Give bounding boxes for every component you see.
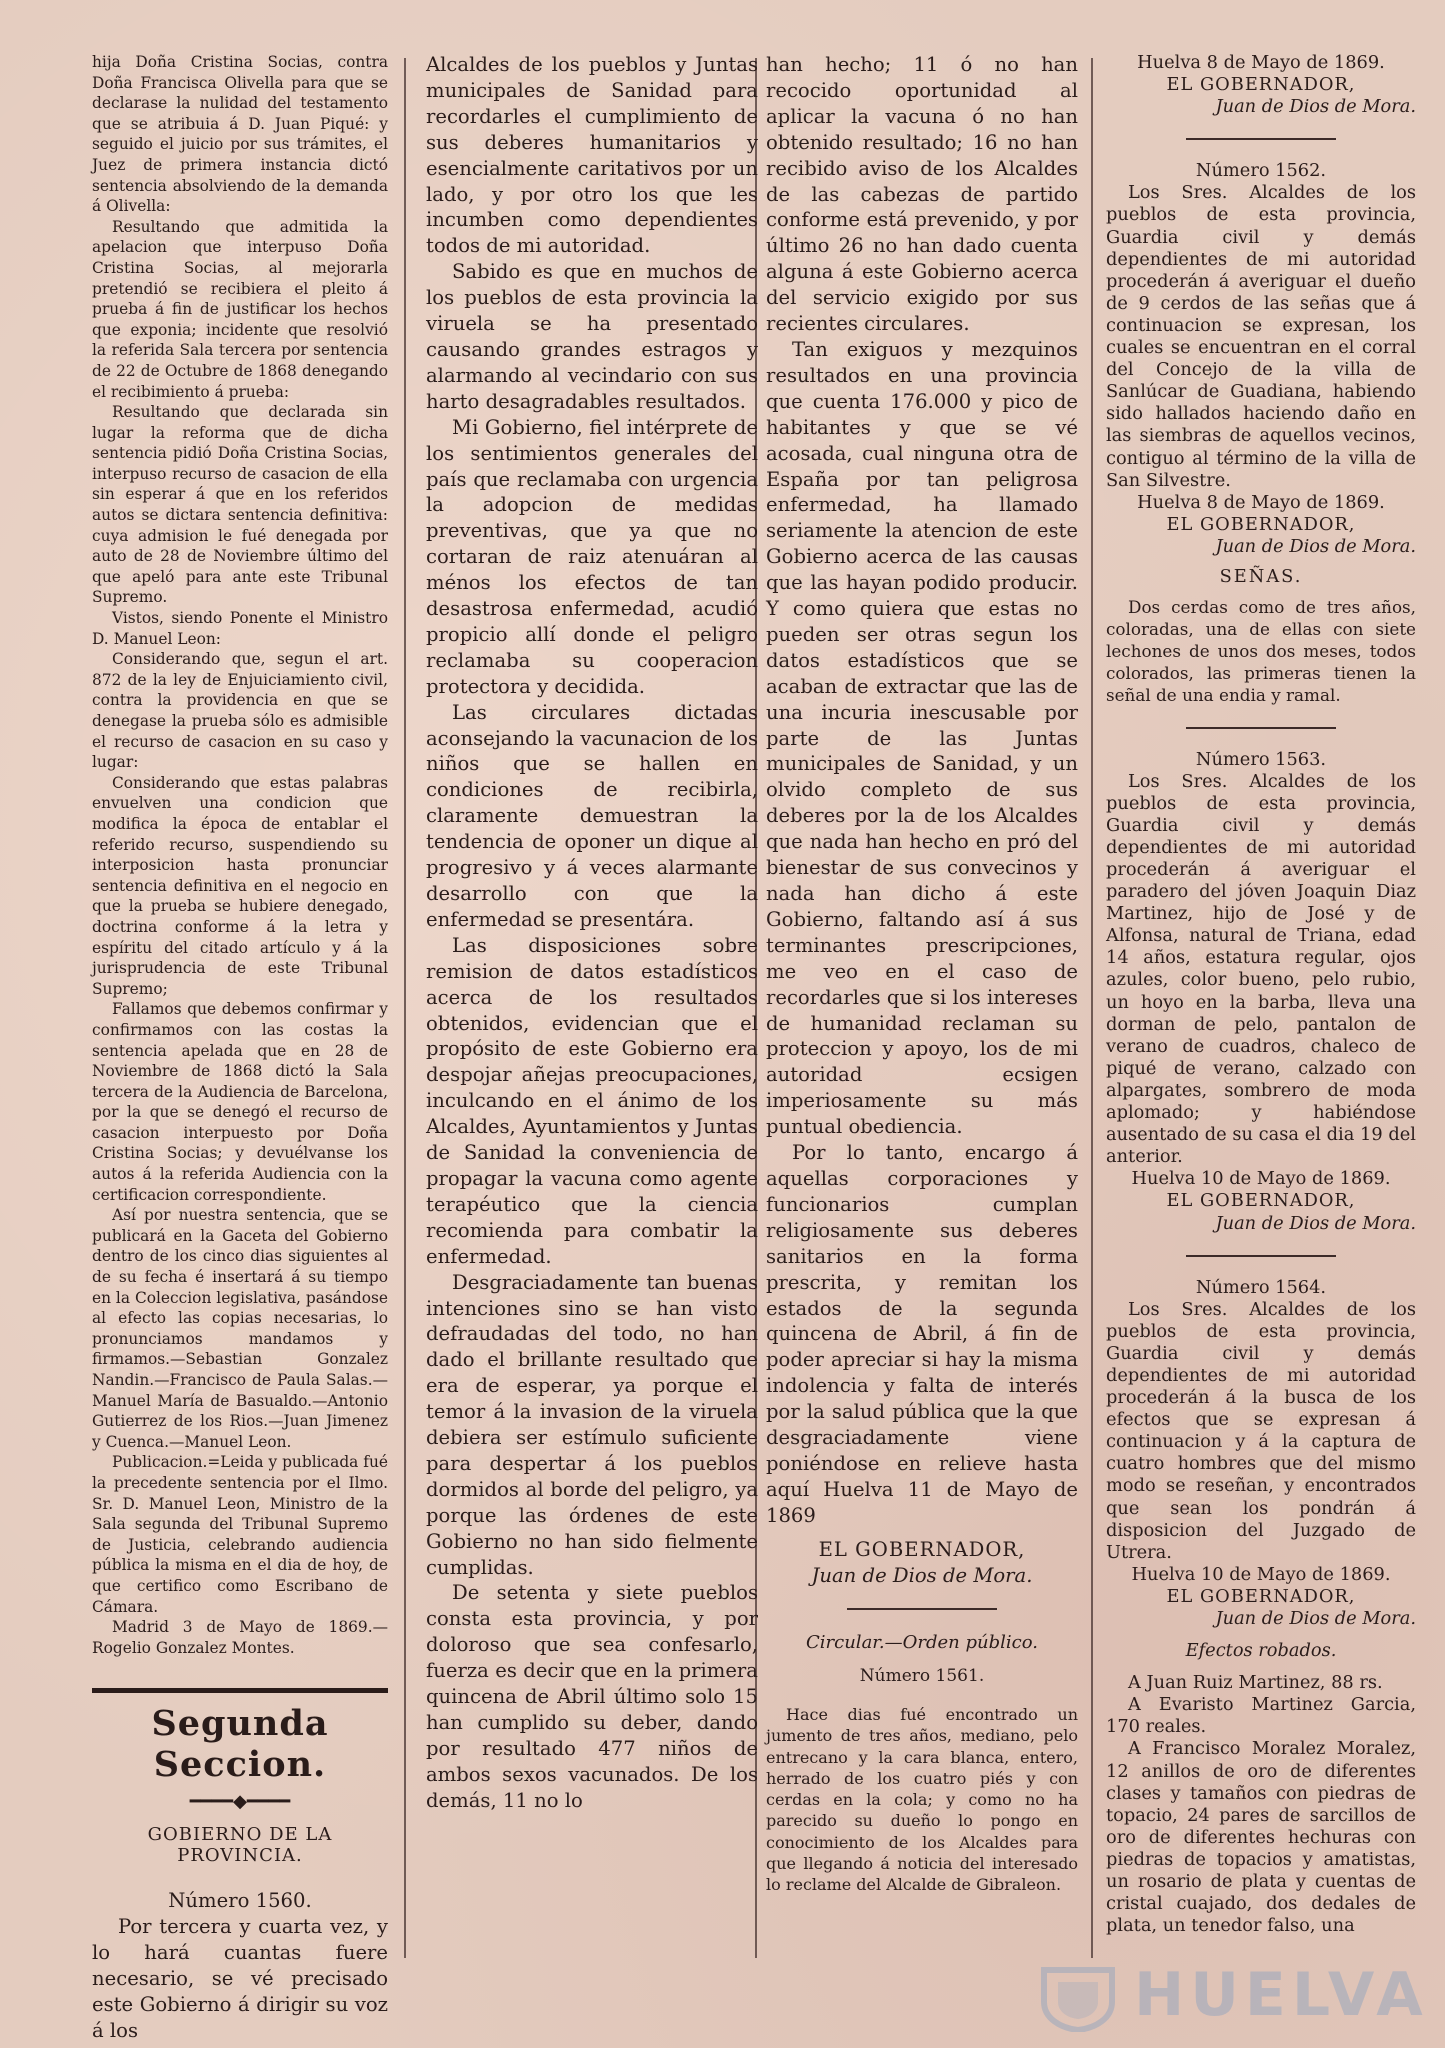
paragraph: De setenta y siete pueblos consta esta provincia, y por doloroso que sea confesarlo, fuerza es decir que en la primera quincena de Abril último solo 15 han cumplido su deber, dando por resultado 477 niños de ambos sexos vacunados. De los demás, 11 no lo: [426, 1581, 758, 1812]
divider: [847, 1608, 997, 1610]
column-rule: [404, 58, 406, 1958]
date-line: Huelva 10 de Mayo de 1869.: [1131, 1168, 1391, 1190]
paragraph: Mi Gobierno, fiel intérprete de los sentimientos generales del país que reclamaba con urgencia la adopcion de medidas preventivas, que ya que no cortaran de raiz atenuáran al ménos los efectos de tan desastrosa enfermedad, acudió propicio allí donde el peligro reclamaba su cooperacion protectora y decidida.: [426, 415, 758, 698]
paragraph: Fallamos que debemos confirmar y confirmamos con las costas la sentencia apelada que en 28 de Noviembre de 1868 dictó la Sala tercera de la Audiencia de Barcelona, por la que se denegó el recurso de casacion interpuesto por Doña Cristina Socias; y devuélvanse los autos á la referida Audiencia con la certificacion correspondiente.: [92, 1000, 388, 1204]
governor-signature: Juan de Dios de Mora.: [1215, 535, 1416, 557]
paragraph: Las circulares dictadas aconsejando la vacunacion de los niños que se hallen en condiciones de recibirla, claramente demuestran la tendencia de oponer un dique al progresivo y á veces alarmante desarrollo con que la enfermedad se presentára.: [426, 700, 758, 931]
paragraph: Los Sres. Alcaldes de los pueblos de esta provincia, Guardia civil y demás dependientes de mi autoridad procederán á averiguar el paradero del jóven Joaquin Diaz Martinez, hijo de José y de Alfonsa, natural de Triana, edad 14 años, estatura regular, ojos azules, color bueno, pelo rubio, un hoyo en la barba, lleva una dorman de pelo, pantalon de verano de cuadros, chaleco de piqué de verano, calzado con alpargates, sombrero de moda aplomado; y habiéndose ausentado de su casa el dia 19 del anterior.: [1106, 770, 1416, 1168]
divider: [1186, 138, 1336, 140]
governor-title: EL GOBERNADOR,: [1166, 74, 1356, 96]
efectos-heading: Efectos robados.: [1185, 1640, 1337, 1662]
governor-title: EL GOBERNADOR,: [1166, 1585, 1356, 1607]
governor-title: EL GOBERNADOR,: [1166, 513, 1356, 535]
ornament-divider: ━━━━◆━━━━: [189, 1791, 291, 1813]
paragraph: Tan exiguos y mezquinos resultados en una provincia que cuenta 176.000 y pico de habitantes y que se vé acosada, cual ninguna otra de España por tan peligrosa enfermedad, ha llamado seriamente la atencion de este Gobierno acerca de las causas que las hayan podido producir. Y como quiera que estas no pueden ser otras segun los datos estadísticos que se acaban de extractar que las de una incuria inescusable por parte de las Juntas municipales de Sanidad, y un olvido completo de sus deberes por la de los Alcaldes que nada han hecho en pró del bienestar de sus convecinos y nada han dicho á este Gobierno, faltando así á sus terminantes prescripciones, me veo en el caso de recordarles que si los intereses de humanidad reclaman su proteccion y apoyo, los de mi autoridad ecsigen imperiosamente su más puntual obediencia.: [766, 337, 1078, 1139]
date-line: Huelva 8 de Mayo de 1869.: [1137, 491, 1385, 513]
senas-heading: SEÑAS.: [1219, 565, 1303, 587]
paragraph: Las disposiciones sobre remision de datos estadísticos acerca de los resultados obtenidos, evidencian que el propósito de este Gobierno era despojar añejas preocupaciones, inculcando en el ánimo de los Alcaldes, Ayuntamientos y Juntas de Sanidad la conveniencia de propagar la vacuna como agente terapéutico que la ciencia recomienda para combatir la enfermedad.: [426, 933, 758, 1268]
notice-number: Número 1561.: [859, 1666, 985, 1687]
governor-signature: Juan de Dios de Mora.: [1215, 1212, 1416, 1234]
section-divider: [92, 1688, 388, 1693]
gobierno-heading: GOBIERNO DE LA PROVINCIA.: [147, 1824, 333, 1867]
divider: [1186, 727, 1336, 729]
governor-signature: Juan de Dios de Mora.: [811, 1563, 1033, 1587]
notice-number: Número 1560.: [168, 1889, 312, 1913]
paragraph: Por tercera y cuarta vez, y lo hará cuantas fuere necesario, se vé precisado este Gobierno á dirigir su voz á los: [92, 1915, 388, 2042]
notice-number: Número 1563.: [1195, 748, 1327, 770]
circular-heading: Circular.—Orden público.: [806, 1632, 1038, 1654]
watermark: [1038, 1950, 1429, 2040]
paragraph: Así por nuestra sentencia, que se publicará en la Gaceta del Gobierno dentro de los cinco dias siguientes al de su fecha é insertará á su tiempo en la Coleccion legislativa, pasándose al efecto las copias necesarias, lo pronunciamos mandamos y firmamos.—Sebastian Gonzalez Nandin.—Francisco de Paula Salas.—Manuel María de Basualdo.—Antonio Gutierrez de los Rios.—Juan Jimenez y Cuenca.—Manuel Leon.: [92, 1206, 388, 1451]
governor-signature: Juan de Dios de Mora.: [1215, 96, 1416, 118]
column-3: [766, 52, 1078, 1895]
paragraph: Sabido es que en muchos de los pueblos de esta provincia la viruela se ha presentado causando grandes estragos y alarmando al vecindario con sus harto desagradables resultados.: [426, 260, 758, 413]
list-item: A Juan Ruiz Martinez, 88 rs.: [1128, 1672, 1383, 1694]
paragraph: hija Doña Cristina Socias, contra Doña Francisca Olivella para que se declarase la nulidad del testamento que se atribuia á D. Juan Piqué: y seguido el juicio por sus trámites, el Juez de primera instancia dictó sentencia absolviendo de la demanda á Olivella:: [92, 53, 388, 216]
column-4: [1106, 52, 1416, 1937]
paragraph: Considerando que, segun el art. 872 de la ley de Enjuiciamiento civil, contra la providencia en que se denegase la prueba sólo es admisible el recurso de casacion en su caso y lugar:: [92, 650, 388, 772]
notice-number: Número 1564.: [1195, 1276, 1327, 1298]
paragraph: Desgraciadamente tan buenas intenciones sino se han visto defraudadas del todo, no han dado el brillante resultado que era de esperar, ya porque el temor á la invasion de la viruela debiera ser estímulo suficiente para despertar á los pueblos dormidos al borde del peligro, ya porque las órdenes de este Gobierno no han sido fielmente cumplidas.: [426, 1270, 758, 1579]
paragraph: Vistos, siendo Ponente el Ministro D. Manuel Leon:: [92, 609, 388, 648]
paragraph: Resultando que declarada sin lugar la reforma que de dicha sentencia pidió Doña Cristina Socias, interpuso recurso de casacion de ella sin esperar á que en los referidos autos se dictara sentencia definitiva: cuya admision le fué denegada por auto de 28 de Noviembre último del que apeló para ante este Tribunal Supremo.: [92, 403, 388, 607]
section-title: Segunda Seccion.: [151, 1703, 329, 1786]
paragraph: Dos cerdas como de tres años, coloradas, una de ellas con siete lechones de unos dos meses, todos colorados, las primeras tienen la señal de una endia y ramal.: [1106, 597, 1416, 706]
paragraph: Hace dias fué encontrado un jumento de tres años, mediano, pelo entrecano y la cara blanca, entero, herrado de los cuatro piés y con cerdas en la cola; y como no ha parecido su dueño lo pongo en conocimiento de los Alcaldes para que llegando á noticia del interesado lo reclame del Alcalde de Gibraleon.: [766, 1705, 1078, 1894]
column-1: [92, 52, 388, 2044]
paragraph: Alcaldes de los pueblos y Juntas municipales de Sanidad para recordarles el cumplimiento de sus deberes humanitarios y esencialmente caritativos por un lado, y por otro los que les incumben como dependientes todos de mi autoridad.: [426, 53, 758, 258]
paragraph: Resultando que admitida la apelacion que interpuso Doña Cristina Socias, al mejorarla pretendió se recibiera el pleito á prueba á fin de justificar los hechos que exponia; incidente que resolvió la referida Sala tercera por sentencia de 22 de Octubre de 1868 denegando el recibimiento á prueba:: [92, 217, 388, 401]
paragraph: han hecho; 11 ó no han recocido oportunidad al aplicar la vacuna ó no han obtenido resultado; 16 no han recibido aviso de los Alcaldes de las cabezas de partido conforme está prevenido, y por último 26 no han dado cuenta alguna á este Gobierno acerca del servicio exigido por sus recientes circulares.: [766, 53, 1078, 336]
notice-number: Número 1562.: [1195, 160, 1327, 182]
paragraph: Publicacion.=Leida y publicada fué la precedente sentencia por el Ilmo. Sr. D. Manuel Leon, Ministro de la Sala segunda del Tribunal Supremo de Justicia, celebrando audiencia pública la misma en el dia de hoy, de que certifico como Escribano de Cámara.: [92, 1453, 388, 1616]
paragraph: Por lo tanto, encargo á aquellas corporaciones y funcionarios cumplan religiosamente sus deberes sanitarios en la forma prescrita, y remitan los estados de la segunda quincena de Abril, á fin de poder apreciar si hay la misma indolencia y falta de interés por la salud pública que la que desgraciadamente viene poniéndose en relieve hasta aquí Huelva 11 de Mayo de 1869: [766, 1141, 1078, 1527]
date-line: Huelva 8 de Mayo de 1869.: [1137, 52, 1385, 73]
column-rule: [1091, 58, 1093, 1958]
column-2: [426, 52, 758, 1814]
governor-title: EL GOBERNADOR,: [1166, 1190, 1356, 1212]
divider: [1186, 1255, 1336, 1257]
governor-title: EL GOBERNADOR,: [818, 1537, 1026, 1561]
list-item: A Evaristo Martinez Garcia, 170 reales.: [1106, 1694, 1416, 1738]
paragraph: Los Sres. Alcaldes de los pueblos de esta provincia, Guardia civil y demás dependientes de mi autoridad procederán á averiguar el dueño de 9 cerdos de las señas que á continuacion se expresan, los cuales se encuentran en el corral del Concejo de la villa de Sanlúcar de Guadiana, habiendo sido hallados haciendo daño en las siembras de aquellos vecinos, contiguo al término de la villa de San Silvestre.: [1106, 182, 1416, 491]
huelva-shield-icon: [1038, 1962, 1118, 2032]
date-line: Huelva 10 de Mayo de 1869.: [1131, 1563, 1391, 1585]
paragraph: Los Sres. Alcaldes de los pueblos de esta provincia, Guardia civil y demás dependientes de mi autoridad procederán á la busca de los efectos que se expresan á continuacion y á la captura de cuatro hombres que del mismo modo se reseñan, y encontrados que sean los pondrán á disposicion del Juzgado de Utrera.: [1106, 1298, 1416, 1563]
watermark-text: HUELVA: [1134, 1960, 1429, 2030]
paragraph: Madrid 3 de Mayo de 1869.—Rogelio Gonzalez Montes.: [92, 1618, 388, 1657]
paragraph: Considerando que estas palabras envuelven una condicion que modifica la época de entablar el referido recurso, suspendiendo su interposicion hasta pronunciar sentencia definitiva en el negocio en que la prueba se hubiere denegado, doctrina conforme á la letra y espíritu del citado artículo y á la jurisprudencia de este Tribunal Supremo;: [92, 773, 388, 998]
governor-signature: Juan de Dios de Mora.: [1215, 1608, 1416, 1629]
list-item: A Francisco Moralez Moralez, 12 anillos de oro de diferentes clases y tamaños con piedras de topacio, 24 pares de sarcillos de oro de diferentes hechuras con piedras de topacios y amatistas, un rosario de plata y cuentas de cristal cuajado, dos dedales de plata, un tenedor falso, una: [1106, 1738, 1416, 1937]
